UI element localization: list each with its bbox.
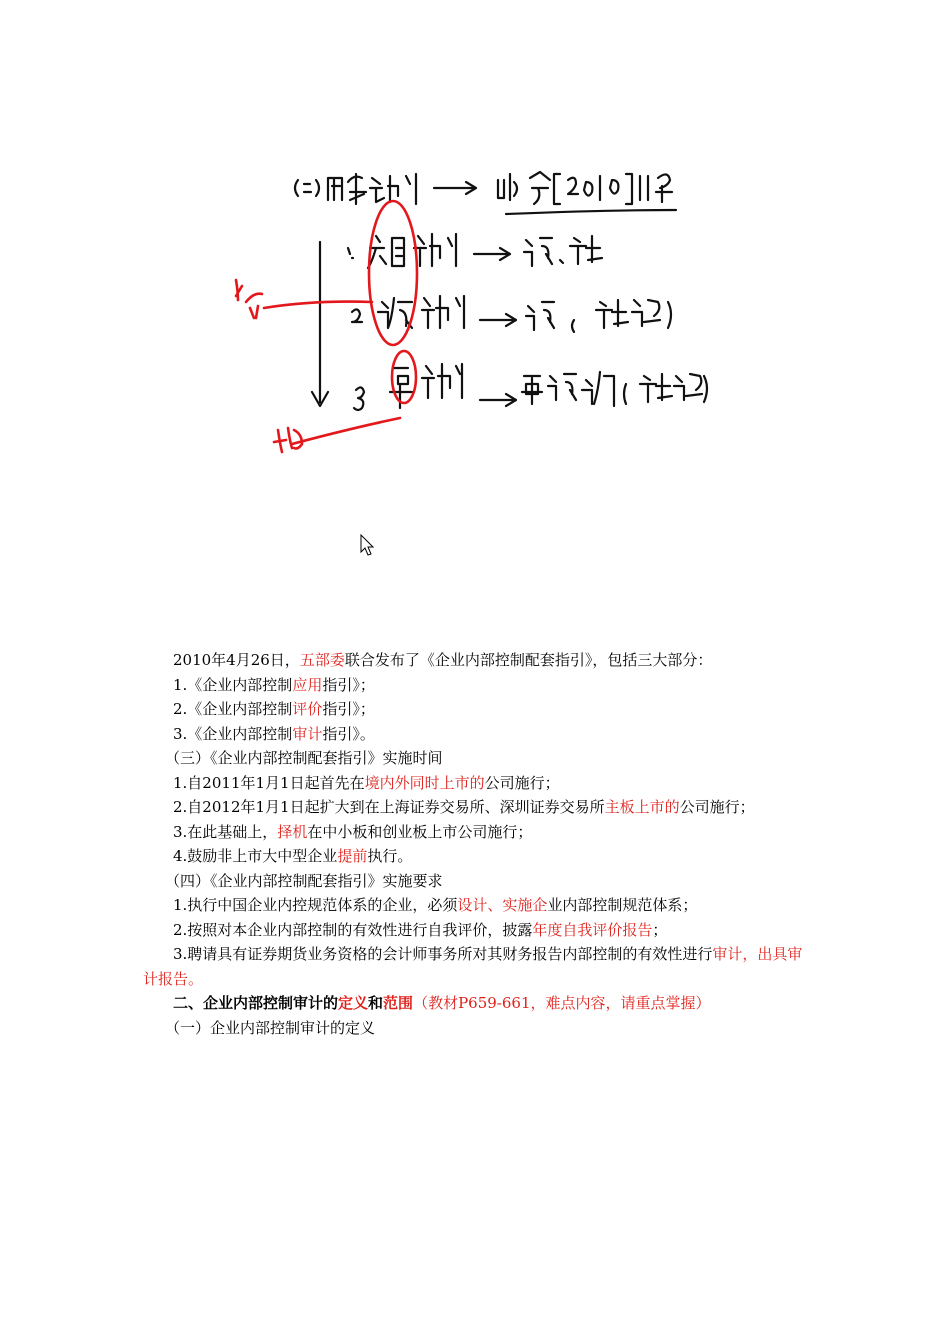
highlighted-text: 定义 [338, 994, 369, 1012]
highlighted-text: 审计 [292, 724, 323, 743]
highlighted-text: 提前 [337, 847, 368, 865]
highlighted-text: 审计，出具审计报告。 [143, 945, 803, 988]
text-run: 二、企业内部控制审计的 [173, 994, 339, 1012]
text-run: （三）《企业内部控制配套指引》实施时间 [165, 749, 443, 767]
text-run: 2.自2012年1月1日起扩大到在上海证券交易所、深圳证券交易所 [173, 798, 605, 816]
handwritten-diagram [230, 130, 710, 480]
text-run: （四）《企业内部控制配套指引》实施要求 [165, 871, 443, 890]
paragraph [143, 673, 811, 698]
text-run: 指引》。 [322, 724, 375, 743]
text-run: 2.按照对本企业内部控制的有效性进行自我评价，披露 [173, 920, 533, 939]
paragraph [143, 648, 811, 673]
paragraph [143, 893, 811, 918]
section-heading [143, 869, 811, 894]
paragraph [143, 722, 811, 747]
section-heading [143, 746, 811, 771]
text-run: 3.在此基础上， [173, 822, 278, 841]
highlighted-text: 五部委 [299, 651, 345, 669]
highlighted-text: 年度自我评价报告 [532, 920, 653, 939]
text-run: 2.《企业内部控制 [173, 700, 293, 718]
document-body [143, 648, 811, 1040]
paragraph [143, 697, 811, 722]
section-heading [143, 1016, 811, 1041]
highlighted-text: 设计、实施企 [457, 896, 548, 914]
text-run: 3.聘请具有证券期货业务资格的会计师事务所对其财务报告内部控制的有效性进行 [173, 945, 713, 963]
text-run: 在中小板和创业板上市公司施行； [307, 822, 533, 841]
text-run: 公司施行； [484, 773, 560, 792]
paragraph [143, 918, 811, 943]
text-run: 联合发布了《企业内部控制配套指引》，包括三大部分： [344, 651, 713, 669]
text-run: 1.《企业内部控制 [173, 675, 293, 694]
text-run: （一）企业内部控制审计的定义 [165, 1018, 376, 1037]
paragraph [143, 771, 811, 796]
highlighted-text: （教材P659-661，难点内容，请重点掌握） [413, 994, 711, 1012]
text-run: 指引》； [322, 700, 375, 718]
paragraph [143, 795, 811, 820]
highlighted-text: 择机 [277, 822, 308, 841]
paragraph [143, 942, 811, 991]
highlighted-text: 范围 [383, 994, 414, 1012]
text-run: 公司施行； [679, 798, 755, 816]
highlighted-text: 评价 [292, 700, 323, 718]
text-run: 2010年4月26日， [173, 651, 300, 669]
paragraph [143, 820, 811, 845]
section-title [143, 991, 811, 1016]
highlighted-text: 主板上市的 [604, 798, 680, 816]
mouse-cursor-icon [360, 534, 376, 558]
highlighted-text: 应用 [292, 675, 323, 694]
text-run: 1.执行中国企业内控规范体系的企业，必须 [173, 896, 458, 914]
text-run: 1.自2011年1月1日起首先在 [173, 773, 365, 792]
highlighted-text: 境内外同时上市的 [364, 773, 485, 792]
text-run: 和 [368, 994, 384, 1012]
paragraph [143, 844, 811, 869]
text-run: 业内部控制规范体系； [547, 896, 698, 914]
text-run: 执行。 [367, 847, 413, 865]
text-run: 指引》； [322, 675, 375, 694]
text-run: ； [652, 920, 668, 939]
text-run: 4.鼓励非上市大中型企业 [173, 847, 338, 865]
text-run: 3.《企业内部控制 [173, 724, 293, 743]
